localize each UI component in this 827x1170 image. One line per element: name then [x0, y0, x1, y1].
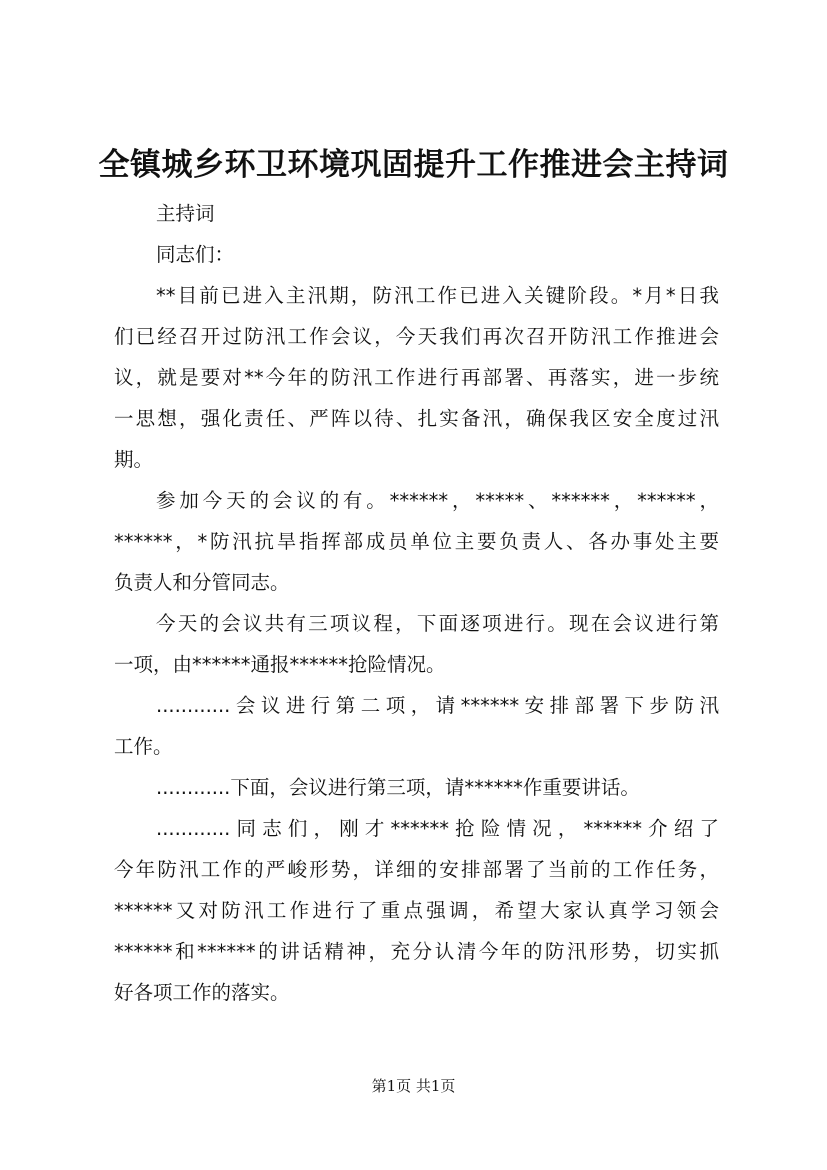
paragraph-line: ******和******的讲话精神，充分认清今年的防汛形势，切实抓: [114, 940, 719, 963]
paragraph-line: ............下面，会议进行第三项，请******作重要讲话。: [156, 776, 640, 799]
paragraph-line: 今天的会议共有三项议程，下面逐项进行。现在会议进行第: [156, 612, 719, 635]
paragraph-line: 主持词: [156, 202, 215, 225]
paragraph-line: **目前已进入主汛期，防汛工作已进入关键阶段。*月*日我: [156, 284, 719, 307]
paragraph-line: ******，*防汛抗旱指挥部成员单位主要负责人、各办事处主要: [114, 530, 719, 553]
paragraph-line: 好各项工作的落实。: [114, 981, 290, 1004]
paragraph-line: 期。: [114, 448, 154, 471]
paragraph-line: 一思想，强化责任、严阵以待、扎实备汛，确保我区安全度过汛: [114, 407, 719, 430]
paragraph-intro: [114, 275, 719, 480]
document-title: 全镇城乡环卫环境巩固提升工作推进会主持词: [98, 147, 729, 183]
paragraph-host-label: [114, 193, 719, 234]
paragraph-line: ............会议进行第二项，请******安排部署下步防汛: [156, 694, 719, 717]
paragraph-line: 一项，由******通报******抢险情况。: [114, 653, 446, 676]
paragraph-line: ******又对防汛工作进行了重点强调，希望大家认真学习领会: [114, 899, 719, 922]
document-body: [114, 193, 719, 1013]
paragraph-line: ............同志们，刚才******抢险情况，******介绍了: [156, 817, 719, 840]
paragraph-line: 同志们：: [156, 243, 235, 266]
paragraph-line: 工作。: [114, 735, 173, 758]
paragraph-item-two: [114, 685, 719, 767]
paragraph-item-three: [114, 767, 719, 808]
paragraph-line: 议，就是要对**今年的防汛工作进行再部署、再落实，进一步统: [114, 366, 719, 389]
paragraph-agenda: [114, 603, 719, 685]
paragraph-line: 负责人和分管同志。: [114, 571, 290, 594]
paragraph-closing: [114, 808, 719, 1013]
page-number: 第1页 共1页: [371, 1077, 456, 1095]
paragraph-greeting: [114, 234, 719, 275]
paragraph-line: 今年防汛工作的严峻形势，详细的安排部署了当前的工作任务，: [114, 858, 719, 881]
paragraph-line: 们已经召开过防汛工作会议，今天我们再次召开防汛工作推进会: [114, 325, 719, 348]
paragraph-attendees: [114, 480, 719, 603]
paragraph-line: 参加今天的会议的有。******，*****、******，******，: [156, 489, 719, 512]
